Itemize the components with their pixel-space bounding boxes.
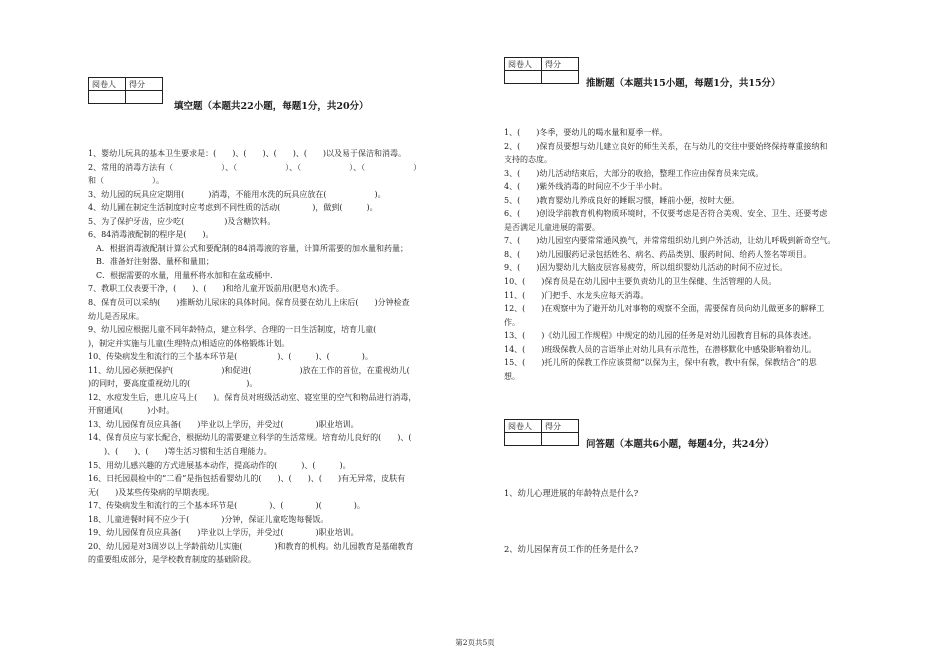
judge-question-line: 14、( )班级保教人员的言语举止对幼儿具有示范性，在潜移默化中感染影响着幼儿。 [504,344,817,354]
fill-question-line: 19、幼儿园保育员应具备( )毕业以上学历，并受过( )职业培训。 [88,528,359,538]
judge-question-line: 10、( )保育员是在幼儿园中主要负责幼儿的卫生保健、生活管理的人员。 [504,277,777,287]
fill-question-line: 17、传染病发生和流行的三个基本环节是( )、( )( )。 [88,501,365,511]
judge-question-line: 5、( )教育婴幼儿养成良好的睡眠习惯，睡前小便，按时大便。 [504,195,740,205]
judge-question-line: 支持的态度。 [504,155,552,165]
judge-question-line: 12、( )在观察中为了避开幼儿对事物的观察不全面，需要保育员向幼儿做更多的解释工 [504,304,825,314]
score-header: 得分 [126,78,163,91]
fill-question-line: B．准备好注射器、量杯和量皿； [88,257,214,267]
fill-question-line: A．根据消毒液配制计算公式和要配制的84消毒液的容量，计算所需要的加水量和药量； [88,243,408,253]
qa-section-title: 问答题（本题共6小题，每题4分，共24分） [586,439,774,450]
fill-question-line: 4、幼儿圃在制定生活制度时应考虑到不同性质的活动( )，做到( )。 [88,203,378,213]
score-cell[interactable] [126,91,163,104]
judge-question-line: 4、( )紫外线消毒的时间应不少于半小时。 [504,182,668,192]
fill-question-line: 无( )及某些传染病的早期表现。 [88,487,215,497]
grader-header: 阅卷人 [505,58,542,71]
fill-question-line: )、( )、( )等生活习惯和生活自理能力。 [88,447,272,457]
judge-question-line: 想。 [504,371,520,381]
fill-question-line: 11、幼儿园必须把保护( )和促进( )放在工作的首位，在重视幼儿( [88,365,434,375]
judge-question-line: 9、( )因为婴幼儿大脑皮层容易疲劳，所以组织婴幼儿活动的时间不应过长。 [504,263,788,273]
judge-question-line: 6、( )创设学前教育机构物质环境时，不仅要考虑是否符合美观、安全、卫生、还要考虑 [504,209,828,219]
score-header: 得分 [542,58,579,71]
score-cell[interactable] [542,71,579,84]
fill-question-line: 15、用幼儿感兴趣的方式进展基本动作，提高动作的( )、( )。 [88,460,351,470]
fill-question-line: 2、常用的消毒方法有（ ）、（ ）、（ ）、（ ） [88,162,422,172]
judge-question-line: 15、( )托儿所的保教工作应该贯彻“以保为主，保中有教，教中有保，保教结合”的思 [504,358,817,368]
fill-question-line: 12、水痘发生后，患儿应马上( )。保育员对班级活动室、寝室里的空气和物品进行消毒， [88,392,417,402]
score-header: 得分 [542,420,579,433]
grader-header: 阅卷人 [89,78,126,91]
fill-question-line: 18、儿童进餐时间不应少于( )分钟，保证儿童吃饱每餐饭。 [88,514,329,524]
page-number: 第2页共5页 [455,638,495,647]
fill-question-line: 8、保育员可以采纳( )推断幼儿尿床的具体时间。保育员要在幼儿上床后( )分钟检查 [88,298,410,308]
judge-question-line: 作。 [504,317,520,327]
fill-question-line: C．根据需要的水量，用量杯将水加和在盆或桶中. [88,270,273,280]
grader-cell[interactable] [505,71,542,84]
judge-question-line: 3、( )幼儿活动结束后，大部分的收拾，整理工作应由保育员来完成。 [504,168,764,178]
qa-question-1: 1、幼儿心理进展的年龄特点是什么? [504,488,639,498]
fill-question-line: 16、日托园晨检中的“二看”是指包括看婴幼儿的( )、( )、( )有无异常，皮肤有 [88,474,406,484]
fill-question-line: 1、婴幼儿玩具的基本卫生要求是：( )、( )、( )、( )以及易于保洁和消毒。 [88,149,407,158]
grader-cell[interactable] [505,433,542,446]
grader-header: 阅卷人 [505,420,542,433]
score-table-qa [504,419,579,446]
grader-cell[interactable] [89,91,126,104]
fill-question-line: 20、幼儿园是对3周岁以上学龄前幼儿实施( )和教育的机构。幼儿园教育是基础教育 [88,541,414,551]
judge-question-line: 是否满足儿童进展的需要。 [504,222,600,232]
fill-question-line: 的重要组成部分，是学校教育制度的基础阶段。 [88,555,256,565]
fill-question-line: 10、传染病发生和流行的三个基本环节是( )、( )、( )。 [88,352,373,362]
fill-question-line: 6、84消毒液配制的程序是( )。 [88,230,214,240]
judge-question-line: 7、( )幼儿园室内要常常通风换气，并常常组织幼儿到户外活动，让幼儿呼吸到新奇空气。 [504,236,836,246]
fill-question-line: 9、幼儿园应根据儿童不同年龄特点，建立科学、合理的一日生活制度，培育儿童( [88,325,401,335]
fill-question-line: 5、为了保护牙齿，应少吃( )及含糖饮料。 [88,216,276,226]
judge-question-line: 8、( )幼儿园服药记录包括姓名、病名、药品类别、服药时间、给药人签名等项目。 [504,249,812,259]
fill-question-line: 7、教职工仪表要干净，( )、( )和给儿童开饭前用(肥皂水)洗手。 [88,284,344,294]
judge-section-title: 推断题（本题共15小题，每题1分，共15分） [586,78,781,89]
fill-question-line: 幼儿是否尿床。 [88,311,144,321]
score-table-fill [88,77,163,104]
fill-question-list [88,147,434,567]
judge-question-line: 13、( )《幼儿园工作规程》中规定的幼儿园的任务是对幼儿园教育目标的具体表述。 [504,331,817,341]
judge-question-line: 11、( )门把手、水龙头应每天消毒。 [504,290,649,300]
judge-question-line: 1、( )冬季，要幼儿的喝水量和夏季一样。 [504,128,668,137]
fill-question-line: )，制定并实施与儿童(生理特点)相适应的体格锻炼计划。 [88,338,290,348]
fill-question-line: 14、保育员应与家长配合，根据幼儿的需要建立科学的生活常规。培育幼儿良好的( )、( [88,433,412,443]
fill-question-line: 13、幼儿园保育员应具备( )毕业以上学历，并受过( )职业培训。 [88,419,359,429]
qa-question-2: 2、幼儿园保育员工作的任务是什么? [504,544,639,554]
judge-question-line: 2、( )保育员要想与幼儿建立良好的师生关系，在与幼儿的交往中要始终保持尊重接纳和 [504,141,828,151]
fill-section-title: 填空题（本题共22小题，每题1分，共20分） [174,101,369,112]
fill-question-line: 和（ ）。 [88,176,164,186]
score-cell[interactable] [542,433,579,446]
fill-question-line: 开窗通风( )小时。 [88,406,175,416]
judge-question-list [504,126,835,383]
score-table-judge [504,57,579,84]
fill-question-line: )的同时，要高度重视幼儿的( )。 [88,379,258,389]
fill-question-line: 3、幼儿园的玩具应定期用( )消毒，不能用水洗的玩具应放在( )。 [88,189,386,199]
